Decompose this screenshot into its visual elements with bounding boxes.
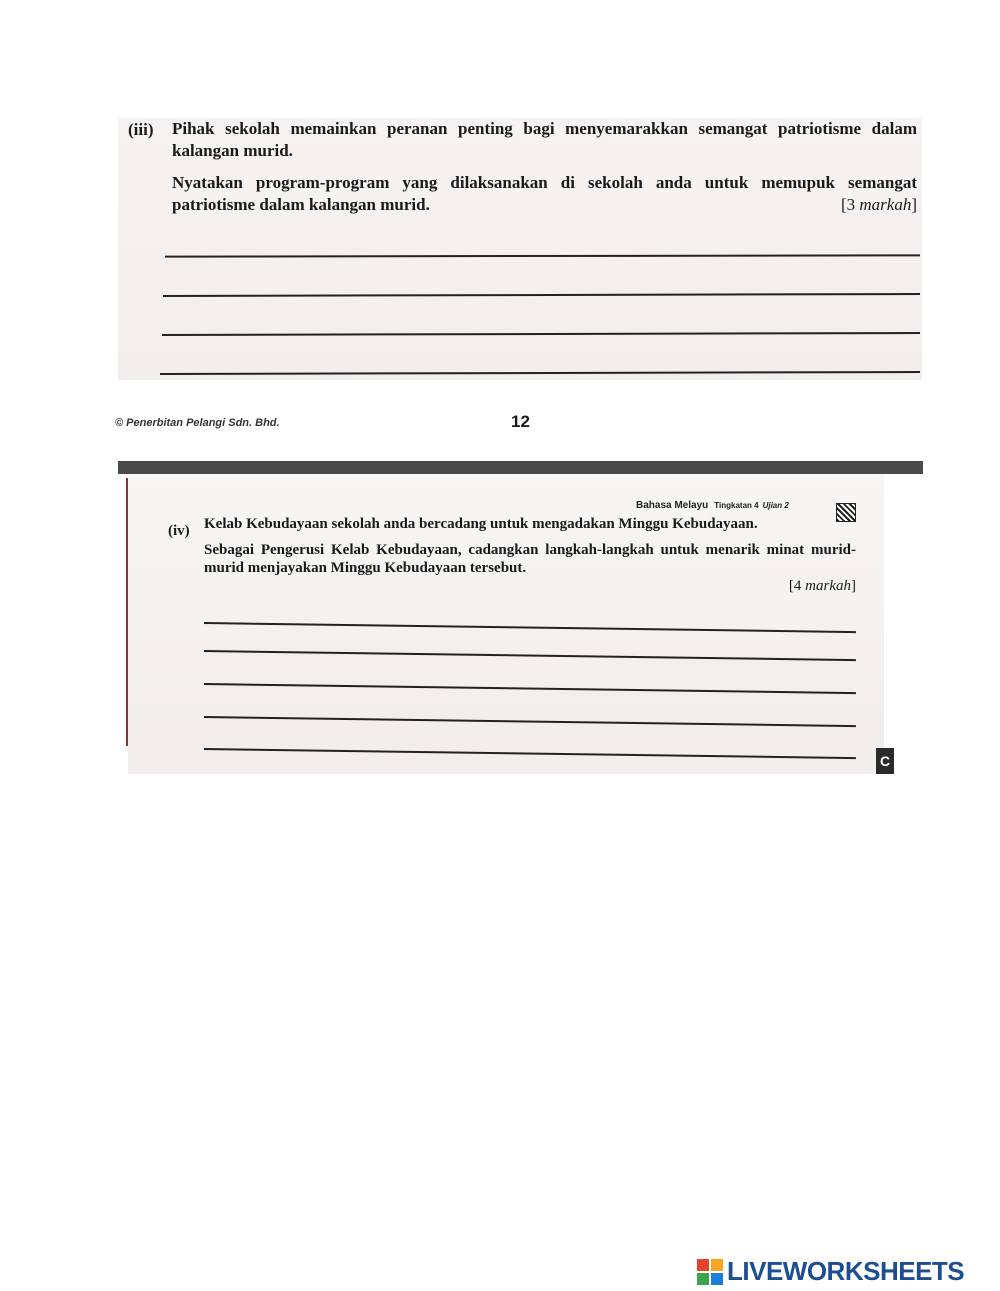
header-level: Tingkatan 4 <box>714 501 759 510</box>
question-prompt-text: Sebagai Pengerusi Kelab Kebudayaan, cadangkan langkah-langkah untuk menarik minat murid-murid menjayakan Minggu Kebudayaan tersebut. <box>204 542 856 576</box>
question-paragraph: Kelab Kebudayaan sekolah anda bercadang untuk mengadakan Minggu Kebudayaan. <box>204 516 758 532</box>
section-tab: C <box>876 748 894 774</box>
marks-label: [3 markah] <box>840 195 917 214</box>
marks-label: [4 markah] <box>788 578 856 594</box>
question-number: (iii) <box>128 120 154 139</box>
question-prompt-text: Nyatakan program-program yang dilaksanakan di sekolah anda untuk memupuk semangat patriotisme dalam kalangan murid. <box>172 173 917 214</box>
page-number: 12 <box>511 412 530 431</box>
logo-text: LIVEWORKSHEETS <box>727 1256 965 1286</box>
page-edge <box>126 478 128 746</box>
header-test: Ujian 2 <box>762 501 789 510</box>
question-paragraph: Pihak sekolah memainkan peranan penting bagi menyemarakkan semangat patriotisme dalam kalangan murid. <box>172 119 917 160</box>
logo-grid-icon <box>697 1259 723 1285</box>
publisher-credit: © Penerbitan Pelangi Sdn. Bhd. <box>115 417 280 429</box>
liveworksheets-logo <box>697 1256 964 1287</box>
header-subject: Bahasa Melayu <box>636 500 709 511</box>
question-iv-text <box>204 515 856 595</box>
page-divider <box>118 461 923 474</box>
page-header <box>636 500 789 511</box>
question-prompt <box>172 172 917 216</box>
question-iii-text <box>172 118 917 226</box>
question-number: (iv) <box>168 523 190 539</box>
question-prompt <box>204 541 856 594</box>
